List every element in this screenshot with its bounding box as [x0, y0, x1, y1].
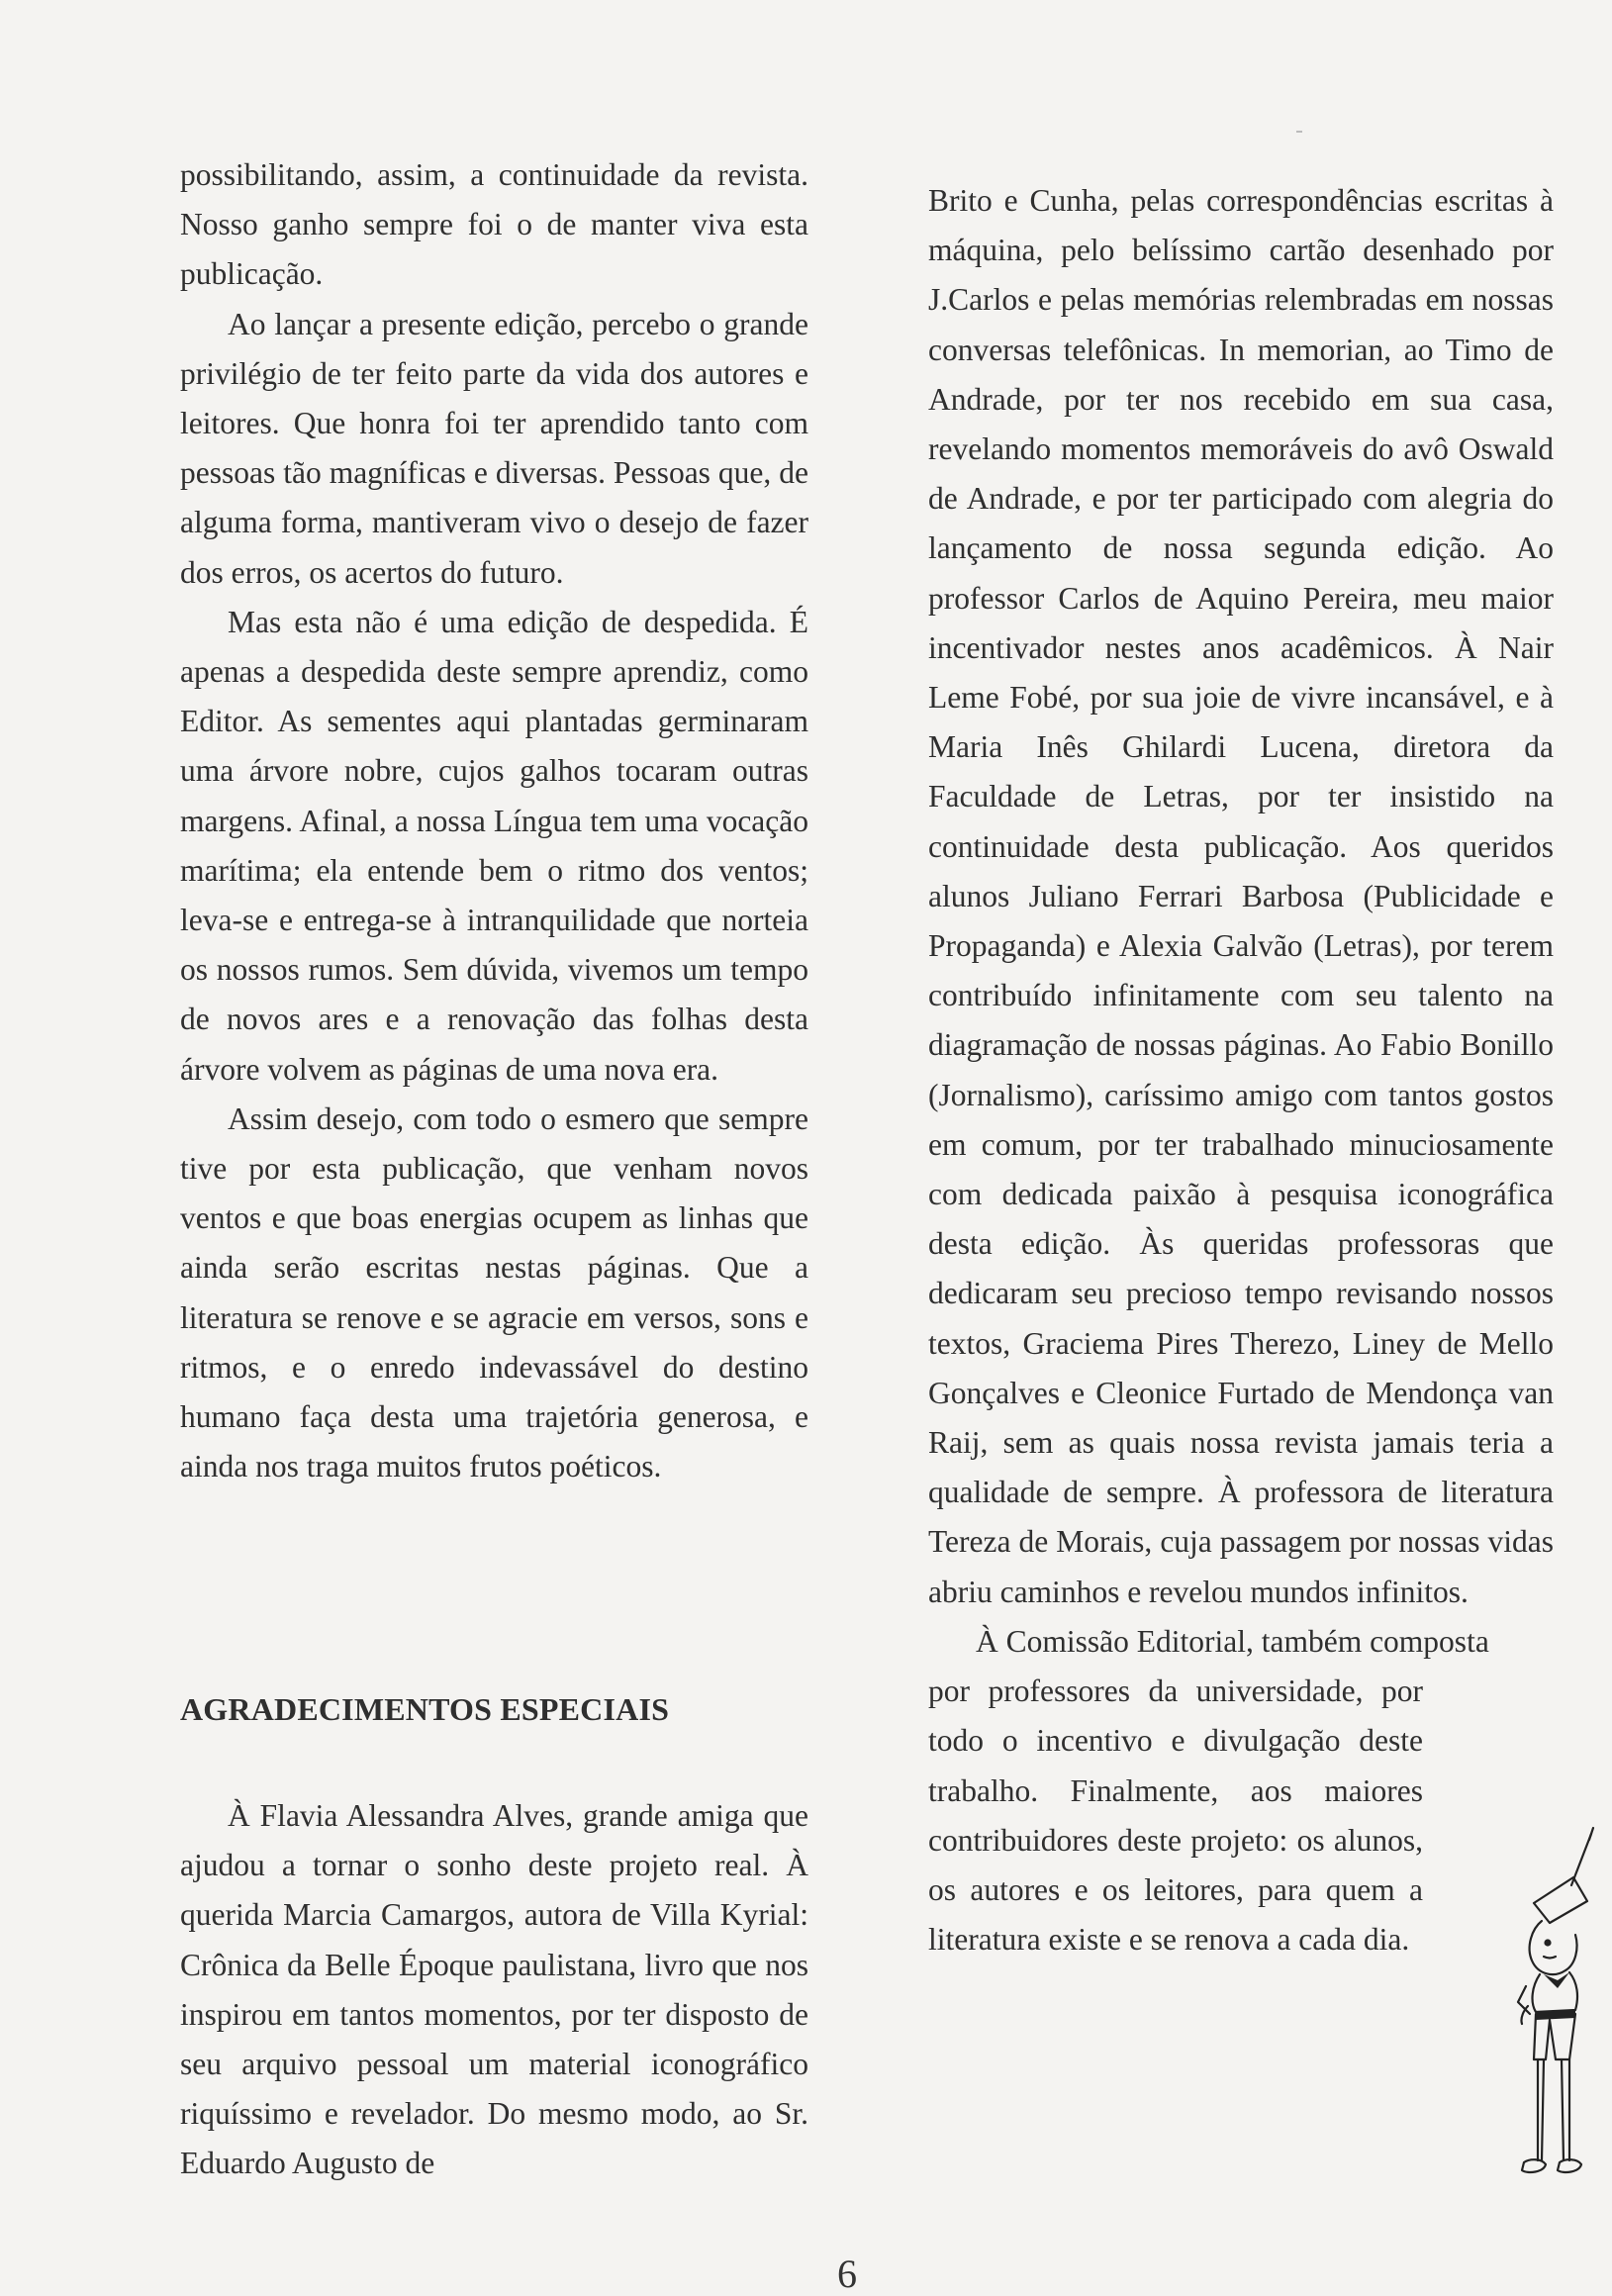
paragraph: À Flavia Alessandra Alves, grande amiga que ajudou a tornar o sonho deste projeto real. À querida Marcia Camargos, autora de Villa Kyrial: Crônica da Belle Époque paulistana, livro que nos inspirou em tantos momentos, por ter disposto de seu arquivo pessoal um material iconográfico riquíssimo e revelador. Do mesmo modo, ao Sr. Eduardo Augusto de — [180, 1798, 808, 2181]
left-column — [180, 150, 808, 1491]
page-number: 6 — [837, 2251, 857, 2296]
paragraph: possibilitando, assim, a continuidade da revista. Nosso ganho sempre foi o de manter viva esta publicação. — [180, 157, 808, 292]
paragraph: Mas esta não é uma edição de despedida. É apenas a despedida deste sempre aprendiz, como Editor. As sementes aqui plantadas germinaram uma árvore nobre, cujos galhos tocaram outras margens. Afinal, a nossa Língua tem uma vocação marítima; ela entende bem o ritmo dos ventos; leva-se e entrega-se à intranquilidade que norteia os nossos rumos. Sem dúvida, vivemos um tempo de novos ares e a renovação das folhas desta árvore volvem as páginas de uma nova era. — [180, 604, 808, 1087]
scan-mark — [1296, 131, 1302, 133]
paragraph: Assim desejo, com todo o esmero que sempre tive por esta publicação, que venham novos ventos e que boas energias ocupem as linhas que ainda serão escritas nestas páginas. Que a literatura se renove e se agracie em versos, sons e ritmos, e o enredo indevassável do destino humano faça desta uma trajetória generosa, e ainda nos traga muitos frutos poéticos. — [180, 1100, 808, 1484]
right-column — [928, 176, 1554, 1964]
paragraph: Brito e Cunha, pelas correspondências escritas à máquina, pelo belíssimo cartão desenhado por J.Carlos e pelas memórias relembradas em nossas conversas telefônicas. In memorian, ao Timo de Andrade, por ter nos recebido em sua casa, revelando momentos memoráveis do avô Oswald de Andrade, e por ter participado com alegria do lançamento de nossa segunda edição. Ao professor Carlos de Aquino Pereira, meu maior incentivador nestes anos acadêmicos. À Nair Leme Fobé, por sua joie de vivre incansável, e à Maria Inês Ghilardi Lucena, diretora da Faculdade de Letras, por ter insistido na continuidade desta publicação. Aos queridos alunos Juliano Ferrari Barbosa (Publicidade e Propaganda) e Alexia Galvão (Letras), por terem contribuído infinitamente com seu talento na diagramação de nossas páginas. Ao Fabio Bonillo (Jornalismo), caríssimo amigo com tantos gostos em comum, por ter trabalhado minuciosamente com dedicada paixão à pesquisa iconográfica desta edição. Às queridas professoras que dedicaram seu precioso tempo revisando nossos textos, Graciema Pires Therezo, Liney de Mello Gonçalves e Cleonice Furtado de Mendonça van Raij, sem as quais nossa revista jamais teria a qualidade de sempre. À professora de literatura Tereza de Morais, cuja passagem por nossas vidas abriu caminhos e revelou mundos infinitos. — [928, 183, 1554, 1609]
acknowledgements-left — [180, 1791, 808, 2189]
paragraph: Ao lançar a presente edição, percebo o grande privilégio de ter feito parte da vida dos autores e leitores. Que honra foi ter aprendido tanto com pessoas tão magníficas e diversas. Pessoas que, de alguma forma, mantiveram vivo o desejo de fazer dos erros, os acertos do futuro. — [180, 306, 808, 590]
paragraph: por professores da universidade, por todo o incentivo e divulgação deste trabalho. Finalmente, aos maiores contribuidores deste projeto: os alunos, os autores e os leitores, para quem a literatura existe e se renova a cada dia. — [928, 1674, 1423, 1958]
boy-illustration — [1484, 1826, 1611, 2222]
paragraph: À Comissão Editorial, também composta — [976, 1623, 1489, 1659]
section-heading: AGRADECIMENTOS ESPECIAIS — [180, 1691, 670, 1727]
